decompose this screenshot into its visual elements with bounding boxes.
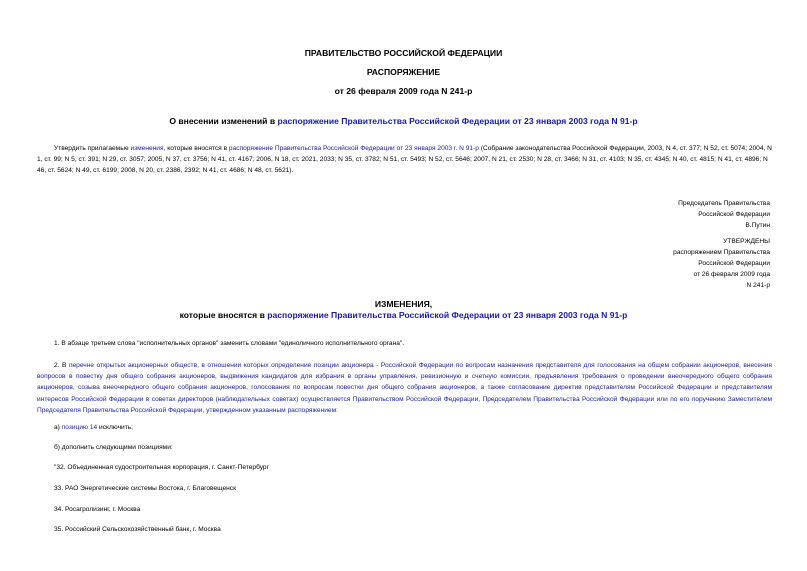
changes-heading: ИЗМЕНЕНИЯ, xyxy=(374,299,433,309)
clause-2 xyxy=(37,360,772,416)
approval-line-5: N 241-р xyxy=(746,282,770,289)
header-doc-type: РАСПОРЯЖЕНИЕ xyxy=(366,67,441,77)
clause-a-suffix: исключить; xyxy=(99,424,134,431)
signature-line-1: Председатель Правительства xyxy=(678,200,770,207)
approval-block xyxy=(673,236,770,291)
clause-2-prefix: 2. В xyxy=(54,362,67,369)
approval-line-3: Российской Федерации xyxy=(698,260,770,267)
intro-part1: Утвердить прилагаемые xyxy=(54,145,129,152)
changes-subtitle-link[interactable]: распоряжение Правительства Российской Федерации от 23 января 2003 года N 91-р xyxy=(267,310,628,320)
signature-line-2: Российской Федерации xyxy=(698,211,770,218)
intro-link-order[interactable]: распоряжение Правительства Российской Федерации от 23 января 2003 г. N 91-р xyxy=(228,145,479,152)
intro-link-changes[interactable]: изменения, xyxy=(130,145,166,152)
position-33: 33. РАО Энергетические системы Востока, г. Благовещенск xyxy=(54,485,236,492)
signature-block xyxy=(678,198,770,231)
clause-2-link[interactable]: перечне открытых акционерных обществ, в отношении которых определение позиции акционера - Российской Федерации по вопросам назначения представителя для голосования на общем собрании акционеров, внесения вопросов в повестку дня общего собрания акционеров, выдвижения кандидатов для избрания в органы управления, ревизионную и счетную комиссии, предъявления требования о проведении внеочередного общего собрания акционеров, созыва внеочередного общего собрания акционеров, голосования по вопросам повестки дня общего собрания акционеров, а также согласование директив представителям Российской Федерации и представителям интересов Российской Федерации в советах директоров (наблюдательных советах) осуществляется Правительством Российской Федерации, Председателем Правительства Российской Федерации или по его поручению Заместителем Председателя Правительства Российской Федерации, утвержденном указанным распоряжением: xyxy=(37,362,772,414)
approval-line-4: от 26 февраля 2009 года xyxy=(693,271,770,278)
position-32: "32. Объединенная судостроительная корпорация, г. Санкт-Петербург xyxy=(54,464,270,471)
signature-name: В.Путин xyxy=(745,222,770,229)
intro-part3: (Собрание законодательства Российской Федерации, 2003, N 4, ст. 377; N 52, ст. 5074; 2004, N 1, ст. 99; N 5, ст. 391; N 29, ст. 3057; 2005, N 37, ст. 3756; N 41, ст. 4167; 2006, N 18, ст. 2021, 2033; N 35, ст. 3782; N 51, ст. 5493; N 52, ст. 5646; 2007, N 21, ст. 2530; N 28, ст. 3466; N 31, ст. 4103; N 35, ст. 4345; N 40, ст. 4815; N 41, ст. 4896; N 46, ст. 5624; N 49, ст. 6199; 2008, N 20, ст. 2386, 2392; N 41, ст. 4686; N 48, ст. 5621). xyxy=(37,145,772,175)
clause-a-prefix: а) xyxy=(54,424,60,431)
approval-line-2: распоряжением Правительства xyxy=(673,249,770,256)
changes-subtitle xyxy=(0,310,807,320)
position-34: 34. Росагролизинг, г. Москва xyxy=(54,506,141,513)
header-government: ПРАВИТЕЛЬСТВО РОССИЙСКОЙ ФЕДЕРАЦИИ xyxy=(304,48,503,58)
header-date-number: от 26 февраля 2009 года N 241-р xyxy=(334,86,473,96)
clause-a xyxy=(54,424,133,431)
clause-a-link[interactable]: позицию 14 xyxy=(61,424,98,431)
approval-line-1: УТВЕРЖДЕНЫ xyxy=(723,238,770,245)
document-title xyxy=(0,116,807,126)
title-link[interactable]: распоряжение Правительства Российской Федерации от 23 января 2003 года N 91-р xyxy=(277,116,638,126)
intro-paragraph xyxy=(37,143,772,177)
title-prefix: О внесении изменений в xyxy=(169,116,276,126)
intro-part2: которые вносятся в xyxy=(167,145,228,152)
clause-1: 1. В абзаце третьем слова "исполнительных органов" заменить словами "единоличного исполнительного органа". xyxy=(54,340,405,347)
clause-b: б) дополнить следующими позициями: xyxy=(54,444,173,451)
changes-subtitle-prefix: которые вносятся в xyxy=(179,310,265,320)
position-35: 35. Российский Сельскохозяйственный банк, г. Москва xyxy=(54,526,221,533)
